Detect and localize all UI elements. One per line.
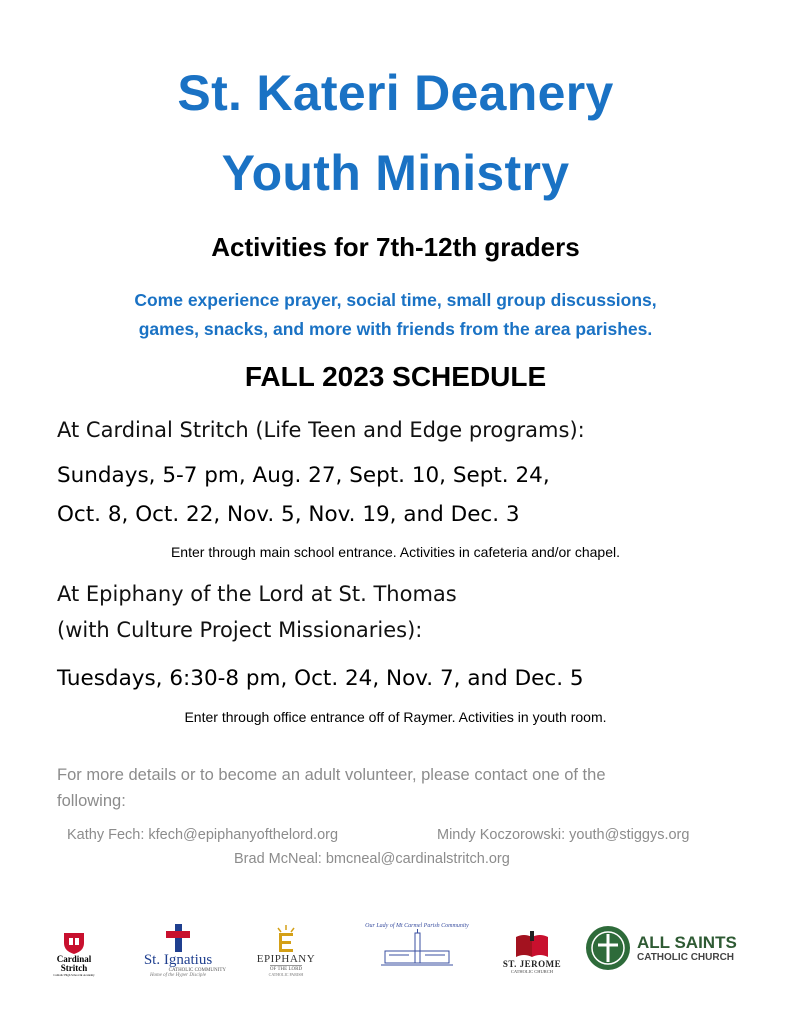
allsaints-sub: CATHOLIC CHURCH — [637, 951, 735, 963]
location-2-line-2: (with Culture Project Missionaries): — [57, 618, 423, 642]
jerome-name: ST. JEROME — [502, 958, 562, 969]
location-2-line-1: At Epiphany of the Lord at St. Thomas — [57, 582, 457, 606]
ignatius-motto: Home of the Hyper Disciple — [149, 973, 207, 978]
jerome-sub: CATHOLIC CHURCH — [510, 968, 554, 974]
church-building-icon — [379, 929, 455, 969]
mt-carmel-logo — [354, 918, 480, 974]
cross-icon — [166, 924, 190, 952]
dates-2: Tuesdays, 6:30-8 pm, Oct. 24, Nov. 7, and Dec. 5 — [57, 666, 584, 691]
note-2: Enter through office entrance off of Raymer. Activities in youth room. — [184, 709, 607, 725]
allsaints-name: ALL SAINTS — [637, 932, 737, 952]
st-jerome-logo — [500, 924, 564, 980]
epiphany-sub: OF THE LORD — [269, 966, 303, 972]
cardinal-crest-icon — [61, 929, 87, 955]
epiphany-name: EPIPHANY — [256, 952, 316, 965]
book-icon — [514, 931, 550, 959]
title-line-1: St. Kateri Deanery — [177, 65, 614, 121]
contact-intro-line-1: For more details or to become an adult volunteer, please contact one of the — [57, 766, 606, 784]
dates-1-line-2: Oct. 8, Oct. 22, Nov. 5, Nov. 19, and Dec. 3 — [57, 502, 520, 527]
epiphany-logo — [254, 918, 318, 982]
epiphany-sub2: CATHOLIC PARISH — [268, 971, 304, 977]
location-1: At Cardinal Stritch (Life Teen and Edge programs): — [57, 418, 585, 442]
tagline-line-1: Come experience prayer, social time, small group discussions, — [134, 290, 657, 310]
note-1: Enter through main school entrance. Activities in cafeteria and/or chapel. — [170, 544, 621, 560]
contact-brad: Brad McNeal: bmcneal@cardinalstritch.org — [234, 851, 510, 867]
ignatius-sub: CATHOLIC COMMUNITY — [168, 968, 226, 973]
cardinal-name-2: Stritch — [60, 963, 88, 973]
title-line-2: Youth Ministry — [221, 145, 570, 201]
cardinal-name-1: Cardinal — [56, 954, 92, 964]
all-saints-seal-icon — [585, 925, 631, 971]
st-ignatius-logo — [126, 916, 230, 986]
contact-intro-line-2: following: — [57, 792, 126, 810]
ignatius-name: St. Ignatius — [143, 952, 213, 968]
contact-mindy: Mindy Koczorowski: youth@stiggys.org — [437, 827, 690, 843]
contact-kathy: Kathy Fech: kfech@epiphanyofthelord.org — [67, 827, 339, 843]
cardinal-stritch-logo — [46, 918, 102, 988]
schedule-heading: FALL 2023 SCHEDULE — [244, 361, 547, 392]
dates-1-line-1: Sundays, 5-7 pm, Aug. 27, Sept. 10, Sept. 24, — [57, 463, 550, 488]
cardinal-sub: Catholic High School & Academy — [53, 973, 95, 977]
carmel-name: Our Lady of Mt Carmel Parish Community — [365, 923, 469, 929]
all-saints-logo — [585, 924, 745, 972]
subtitle: Activities for 7th-12th graders — [211, 232, 580, 262]
epiphany-star-icon — [271, 924, 301, 954]
tagline-line-2: games, snacks, and more with friends from the area parishes. — [138, 319, 653, 339]
